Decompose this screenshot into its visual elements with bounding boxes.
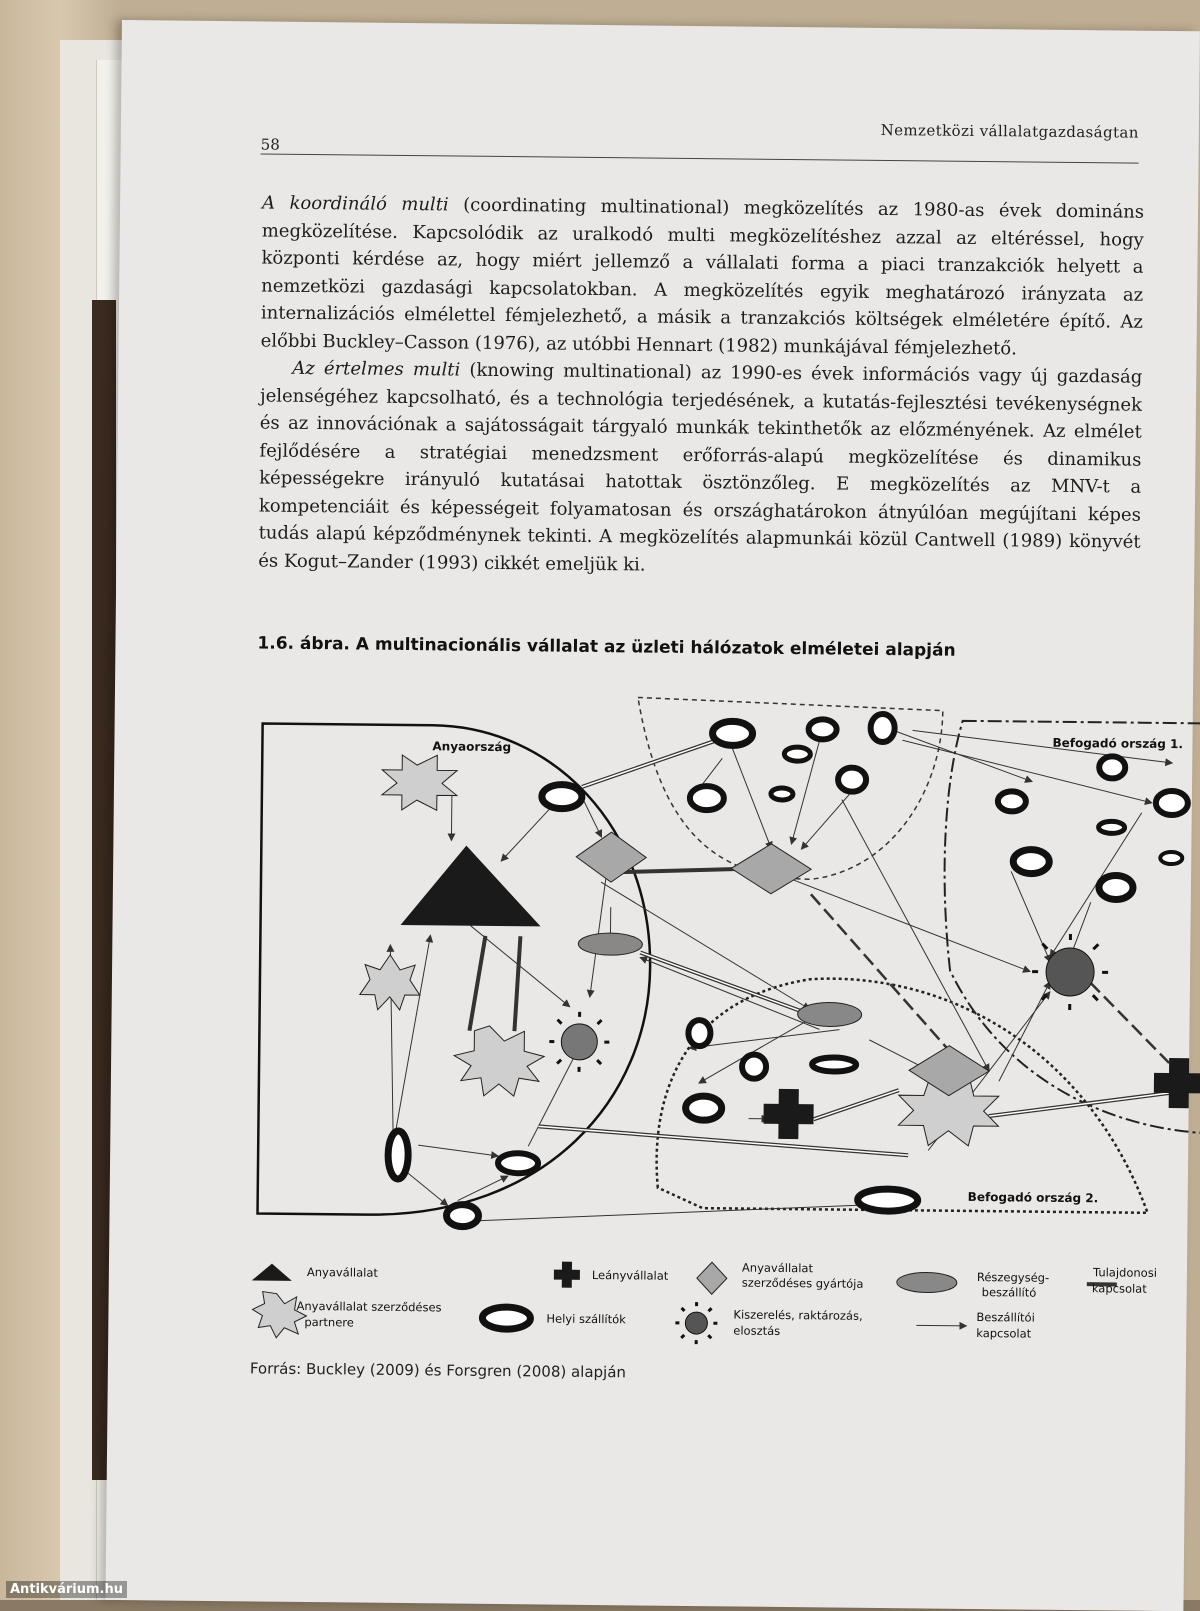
legend-contract-manufacturer-1: Anyavállalat — [742, 1261, 814, 1276]
paragraph-1-lead: A koordináló multi — [262, 192, 449, 215]
paragraph-2-text: (knowing multinational) az 1990-es évek információs vagy új gazdaság jelenségéhez kapcsolható, és a technológia terjedésének, a kutatás-fejlesztési tevékenységnek és az innovációnak a sajátosságait tárgyaló munkák tekinthetők az előzményének. Az elmélet fejlődésére a stratégiai menedzsment erőforrás-alapú megközelítése és dinamikus képességekre irányuló kutatásai hatottak ösztönzőleg. E megközelítés az MNV-t a kompetenciáit és képességeit folyamatosan és országhatárokon átnyúlóan megújítani képes tudás alapú képződménynek tekinti. A megközelítés alapmunkái közül Cantwell (1989) könyvét és Kogut–Zander (1993) cikkét emeljük ki. — [258, 360, 1142, 575]
legend-sun-icon — [675, 1302, 717, 1344]
page-number: 58 — [261, 135, 280, 153]
legend-ellipse-icon — [897, 1272, 957, 1293]
legend-contract-partner-2: partnere — [304, 1315, 354, 1330]
legend — [251, 1255, 1157, 1348]
subsidiary-cross — [763, 1089, 814, 1140]
legend-triangle-icon — [252, 1263, 292, 1280]
network-diagram — [246, 663, 1123, 1362]
paragraph-1 — [261, 189, 1145, 363]
component-supplier — [798, 1002, 862, 1027]
legend-supplier-link-1: Beszállítói — [976, 1310, 1035, 1325]
legend-contract-partner-1: Anyavállalat szerződéses — [296, 1299, 441, 1315]
contract-partner-star — [382, 755, 458, 811]
parent-company-triangle — [401, 845, 542, 926]
legend-distribution-1: Kiszerelés, raktározás, — [733, 1307, 862, 1322]
legend-local-suppliers: Helyi szállítók — [546, 1312, 626, 1327]
legend-ownership-1: Tulajdonosi — [1092, 1265, 1157, 1280]
legend-parent: Anyavállalat — [307, 1265, 379, 1280]
legend-diamond-icon — [697, 1262, 727, 1294]
legend-subsidiary: Leányvállalat — [592, 1268, 669, 1283]
body-text — [258, 189, 1144, 583]
contract-partner-star — [454, 1026, 545, 1097]
header-rule — [261, 153, 1139, 163]
legend-ownership-2: kapcsolat — [1092, 1281, 1148, 1296]
distribution-sun — [1032, 934, 1109, 1011]
paragraph-2 — [258, 354, 1142, 583]
figure-source: Forrás: Buckley (2009) és Forsgren (2008) alapján — [250, 1359, 626, 1381]
region-label-host1: Befogadó ország 1. — [1052, 736, 1183, 751]
book-page — [105, 20, 1199, 1611]
watermark-logo: Antikvárium.hu — [6, 1581, 127, 1598]
legend-distribution-2: elosztás — [733, 1323, 780, 1337]
paragraph-1-text: (coordinating multinational) megközelítés az 1980-as évek domináns megközelítése. Kapcsolódik az uralkodó multi megközelítéshez azzal az eltéréssel, hogy központi kérdése az, hogy miért jellemző a vállalati forma a piaci tranzakciók helyett a nemzetközi gazdasági kapcsolatokban. A megközelítés egyik meghatározó irányzata az internalizációs elmélettel fémjelezhető, a másik a tranzakciós költségek elméletére építő. Az előbbi Buckley–Casson (1976), az utóbbi Hennart (1982) munkájával fémjelezhető. — [261, 194, 1145, 358]
contract-manufacturer-diamond — [909, 1045, 990, 1096]
legend-contract-manufacturer-2: szerződéses gyártója — [742, 1276, 864, 1291]
legend-arrow-icon — [916, 1325, 966, 1326]
contract-partner-star — [360, 955, 421, 1011]
distribution-sun — [549, 1012, 610, 1073]
contract-manufacturer-diamond — [731, 843, 812, 894]
legend-component-supplier-1: Részegység- — [977, 1270, 1049, 1285]
paragraph-2-lead: Az értelmes multi — [292, 358, 460, 381]
figure-title: 1.6. ábra. A multinacionális vállalat az üzleti hálózatok elméletei alapján — [257, 633, 955, 660]
legend-component-supplier-2: beszállító — [982, 1285, 1037, 1300]
running-head: Nemzetközi vállalatgazdaságtan — [881, 121, 1139, 142]
region-label-host2: Befogadó ország 2. — [968, 1190, 1099, 1205]
region-label-home: Anyaország — [432, 739, 511, 754]
legend-supplier-link-2: kapcsolat — [976, 1326, 1032, 1341]
legend-cross-icon — [554, 1262, 580, 1288]
component-supplier — [578, 933, 642, 956]
legend-ring-icon — [482, 1307, 530, 1330]
